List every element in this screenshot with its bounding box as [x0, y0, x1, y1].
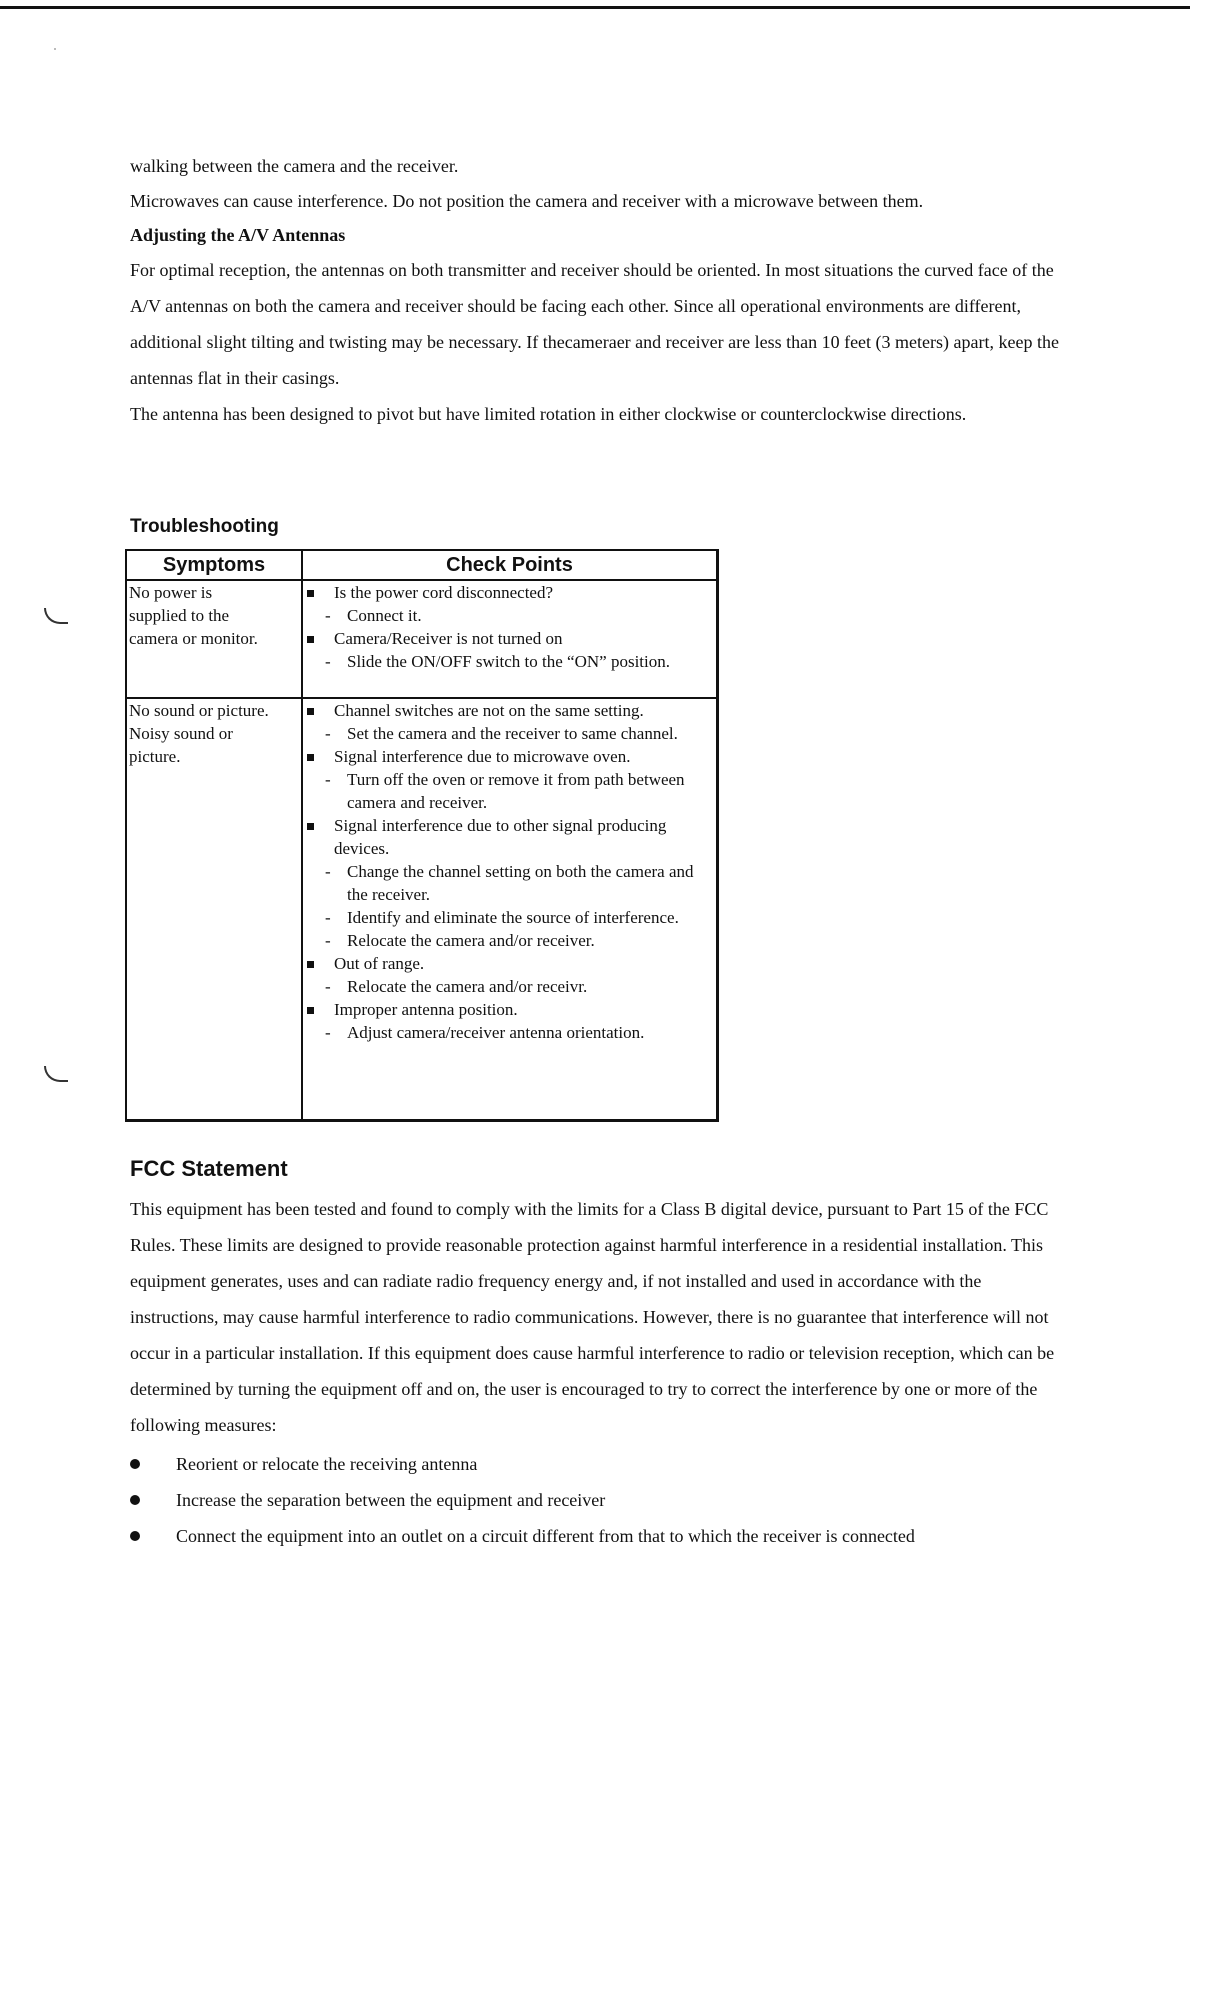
intro-line-2: Microwaves can cause interference. Do not position the camera and receiver with a microwave between them.: [130, 191, 924, 211]
square-bullet-icon: [307, 636, 314, 643]
check-point: [305, 627, 712, 650]
bullet-dot-icon: [130, 1495, 140, 1505]
dash-icon: -: [325, 606, 331, 625]
table-header-row: [126, 550, 718, 580]
dash-icon: -: [325, 1023, 331, 1042]
symptom-line: Noisy sound or: [129, 724, 233, 743]
action-text: Slide the ON/OFF switch to the “ON” position.: [347, 652, 670, 671]
check-point-text: Is the power cord disconnected?: [334, 583, 554, 602]
check-point-text: Signal interference due to other signal producing devices.: [334, 816, 667, 858]
symptom-line: No power is: [129, 583, 213, 602]
check-point: [305, 814, 712, 860]
check-point-text: Signal interference due to microwave oven.: [334, 747, 631, 766]
square-bullet-icon: [307, 708, 314, 715]
scan-speck: [54, 48, 56, 50]
symptom-line: picture.: [129, 747, 181, 766]
fcc-heading: FCC Statement: [130, 1156, 288, 1181]
dash-icon: -: [325, 770, 331, 789]
square-bullet-icon: [307, 823, 314, 830]
check-point: [305, 745, 712, 768]
check-point-text: Out of range.: [334, 954, 425, 973]
check-point-action: [305, 975, 712, 998]
check-point-action: [305, 860, 712, 906]
action-text: Relocate the camera and/or receiver.: [347, 931, 595, 950]
check-point-action: [305, 604, 712, 627]
symptom-line: supplied to the: [129, 606, 230, 625]
dash-icon: -: [325, 724, 331, 743]
list-item-text: Reorient or relocate the receiving antenna: [176, 1454, 478, 1474]
check-point: [305, 952, 712, 975]
symptoms-cell: [126, 580, 302, 698]
bullet-dot-icon: [130, 1459, 140, 1469]
check-point-action: [305, 722, 712, 745]
square-bullet-icon: [307, 754, 314, 761]
checkpoints-cell: [302, 698, 718, 1121]
intro-line-1: walking between the camera and the receiver.: [130, 156, 459, 176]
list-item: [130, 1482, 1060, 1518]
fcc-paragraph: This equipment has been tested and found to comply with the limits for a Class B digital device, pursuant to Part 15 of the FCC Rules. These limits are designed to provide reasonable protection against harmful interference in a residential installation. This equipment generates, uses and can radiate radio frequency energy and, if not installed and used in accordance with the instructions, may cause harmful interference to radio communications. However, there is no guarantee that interference will not occur in a particular installation. If this equipment does cause harmful interference to radio or television reception, which can be determined by turning the equipment off and on, the user is encouraged to try to correct the interference by one or more of the following measures:: [130, 1199, 1055, 1435]
check-point: [305, 699, 712, 722]
troubleshooting-table: [125, 549, 719, 1122]
antennas-heading: Adjusting the A/V Antennas: [130, 225, 346, 245]
antennas-paragraph-1: For optimal reception, the antennas on both transmitter and receiver should be oriented. In most situations the curved face of the A/V antennas on both the camera and receiver should be facing each other. Since all operational environments are different, additional slight tilting and twisting may be necessary. If thecameraer and receiver are less than 10 feet (3 meters) apart, keep the antennas flat in their casings.: [130, 260, 1059, 388]
check-point: [305, 998, 712, 1021]
action-text: Connect it.: [347, 606, 422, 625]
dash-icon: -: [325, 862, 331, 881]
check-point-text: Improper antenna position.: [334, 1000, 518, 1019]
list-item-text: Increase the separation between the equipment and receiver: [176, 1490, 606, 1510]
dash-icon: -: [325, 977, 331, 996]
action-text: Relocate the camera and/or receivr.: [347, 977, 588, 996]
square-bullet-icon: [307, 1007, 314, 1014]
symptoms-cell: [126, 698, 302, 1121]
bullet-dot-icon: [130, 1531, 140, 1541]
check-point-action: [305, 929, 712, 952]
margin-bracket-mark: [44, 608, 68, 624]
check-point: [305, 581, 712, 604]
check-point-action: [305, 650, 712, 673]
table-row: [126, 698, 718, 1121]
list-item: [130, 1518, 1060, 1554]
square-bullet-icon: [307, 590, 314, 597]
symptom-line: No sound or picture.: [129, 701, 269, 720]
dash-icon: -: [325, 931, 331, 950]
fcc-section: [130, 1191, 1060, 1443]
square-bullet-icon: [307, 961, 314, 968]
fcc-measures-list: [130, 1446, 1060, 1554]
symptom-line: camera or monitor.: [129, 629, 258, 648]
list-item-text: Connect the equipment into an outlet on a circuit different from that to which the receiver is connected: [176, 1526, 915, 1546]
checkpoints-cell: [302, 580, 718, 698]
action-text: Set the camera and the receiver to same channel.: [347, 724, 678, 743]
dash-icon: -: [325, 652, 331, 671]
list-item: [130, 1446, 1060, 1482]
checkpoints-column-header: Check Points: [302, 550, 718, 580]
table-row: [126, 580, 718, 698]
margin-bracket-mark: [44, 1066, 68, 1082]
action-text: Turn off the oven or remove it from path between camera and receiver.: [347, 770, 685, 812]
antennas-paragraph-2: The antenna has been designed to pivot but have limited rotation in either clockwise or counterclockwise directions.: [130, 404, 967, 424]
action-text: Adjust camera/receiver antenna orientation.: [347, 1023, 645, 1042]
action-text: Identify and eliminate the source of interference.: [347, 908, 679, 927]
check-point-action: [305, 906, 712, 929]
action-text: Change the channel setting on both the camera and the receiver.: [347, 862, 694, 904]
top-rule: [0, 6, 1190, 9]
dash-icon: -: [325, 908, 331, 927]
check-point-text: Camera/Receiver is not turned on: [334, 629, 563, 648]
check-point-text: Channel switches are not on the same setting.: [334, 701, 644, 720]
symptoms-column-header: Symptoms: [126, 550, 302, 580]
intro-section: [130, 148, 1060, 432]
check-point-action: [305, 768, 712, 814]
troubleshooting-heading: Troubleshooting: [130, 516, 279, 537]
check-point-action: [305, 1021, 712, 1044]
